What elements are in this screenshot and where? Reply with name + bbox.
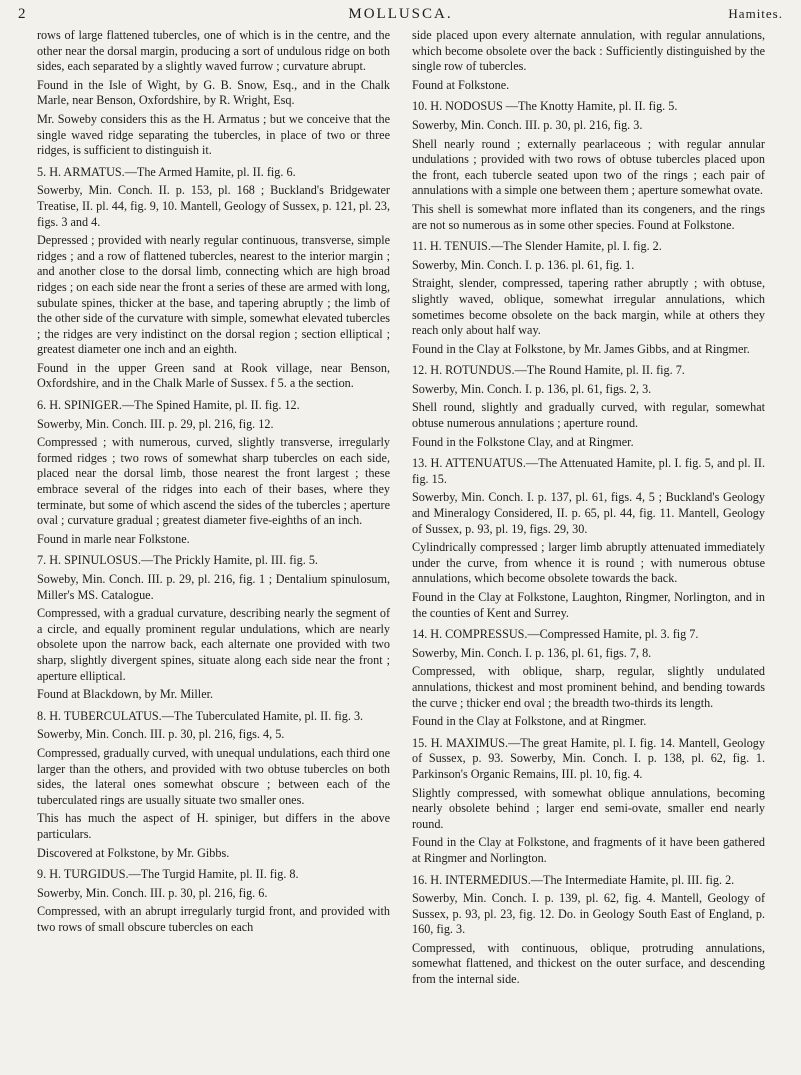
page-header xyxy=(0,0,801,30)
paragraph: Found in the upper Green sand at Rook village, near Benson, Oxfordshire, and in the Chalk Marle of Sussex. f 5. a the section. xyxy=(37,360,390,391)
species-heading: 14. H. COMPRESSUS.—Compressed Hamite, pl. 3. fig 7. xyxy=(412,627,699,642)
paragraph: Compressed, with oblique, sharp, regular, slightly undulated annulations, thickest and most prominent behind, and bending towards the curve ; thicker end oval ; the breadth two-thirds its length. xyxy=(412,664,765,710)
reference: Sowerby, Min. Conch. I. p. 137, pl. 61, figs. 4, 5 ; Buckland's Geology and Mineralogy Considered, II. p. 65, pl. 44, fig. 11. Mantell, Geology of Sussex, p. 93, pl. 19, figs. 29, 30. xyxy=(412,490,765,536)
paragraph: Compressed ; with numerous, curved, slightly transverse, irregularly formed ridges ; two rows of somewhat sharp tubercles on each side, placed near the dorsal limb, those nearest the front largest ; these embrace several of the ridges into each of their bases, where they terminate, but some of which ascend the sides of the tubercles ; aperture oval ; curvature gradual ; greatest diameter five-eighths of an inch. xyxy=(37,435,390,528)
paragraph: Compressed, gradually curved, with unequal undulations, each third one larger than the others, and provided with two obtuse tubercles on both sides, the lateral ones somewhat obscure ; between each of the tuberculated rings are usually situate two smaller ones. xyxy=(37,745,391,807)
running-title: MOLLUSCA. xyxy=(348,6,453,22)
species-heading: 6. H. SPINIGER.—The Spined Hamite, pl. II. fig. 12. xyxy=(37,398,300,413)
reference: Sowerby, Min. Conch. III. p. 29, pl. 216, fig. 12. xyxy=(37,416,274,431)
species-heading: 5. H. ARMATUS.—The Armed Hamite, pl. II. fig. 6. xyxy=(37,164,296,179)
left-column xyxy=(37,28,390,938)
species-heading: 10. H. NODOSUS —The Knotty Hamite, pl. II. fig. 5. xyxy=(412,99,678,114)
reference: Sowerby, Min. Conch. II. p. 153, pl. 168 ; Buckland's Bridgewater Treatise, II. pl. 44, fig. 9, 10. Mantell, Geology of Sussex, p. 121, pl. 23, figs. 3 and 4. xyxy=(37,183,390,229)
paragraph: rows of large flattened tubercles, one of which is in the centre, and the other near the dorsal margin, producing a sort of undulous ridge on both sides, each separated by a slightly waved furrow ; curvature abrupt. xyxy=(37,28,390,74)
paragraph: Compressed, with continuous, oblique, protruding annulations, somewhat flattened, and thickest on the outer surface, and descending from the internal side. xyxy=(412,940,765,987)
paragraph: side placed upon every alternate annulation, with regular annulations, which become obsolete over the back : Sufficiently distinguished by the single row of tubercles. xyxy=(412,28,765,74)
paragraph: This shell is somewhat more inflated than its congeners, and the rings are not so numerous as in some other species. Found at Folkstone. xyxy=(412,201,765,232)
paragraph: Found in marle near Folkstone. xyxy=(37,531,190,546)
reference: Sowerby, Min. Conch. III. p. 30, pl. 216, fig. 3. xyxy=(412,117,643,132)
species-heading: 12. H. ROTUNDUS.—The Round Hamite, pl. II. fig. 7. xyxy=(412,363,685,378)
reference: Soweby, Min. Conch. III. p. 29, pl. 216, fig. 1 ; Dentalium spinulosum, Miller's MS. Catalogue. xyxy=(37,572,390,602)
paragraph: Found in the Clay at Folkstone, and at Ringmer. xyxy=(412,714,647,729)
paragraph: Found in the Folkstone Clay, and at Ringmer. xyxy=(412,434,634,449)
paragraph: Compressed, with a gradual curvature, describing nearly the segment of a circle, and equally prominent regular undulations, which are nearly obsolete upon the narrow back, each alternate one provided with two sharp, slightly divergent spines, situate along each side near the front ; aperture elliptical. xyxy=(37,606,390,683)
paragraph: Cylindrically compressed ; larger limb abruptly attenuated immediately under the curve, from whence it is round ; with numerous obtuse annulations, which become obsolete towards the back. xyxy=(412,540,765,586)
paragraph: Slightly compressed, with somewhat oblique annulations, becoming nearly obsolete behind ; larger end semi-ovate, smaller end nearly round. xyxy=(412,785,765,831)
species-heading: 16. H. INTERMEDIUS.—The Intermediate Hamite, pl. III. fig. 2. xyxy=(412,872,735,887)
species-heading: 9. H. TURGIDUS.—The Turgid Hamite, pl. II. fig. 8. xyxy=(37,867,299,882)
paragraph: Found in the Isle of Wight, by G. B. Snow, Esq., and in the Chalk Marle, near Benson, Oxfordshire, by R. Wright, Esq. xyxy=(37,77,390,108)
species-heading: 7. H. SPINULOSUS.—The Prickly Hamite, pl. III. fig. 5. xyxy=(37,553,318,568)
right-column xyxy=(412,28,765,991)
species-heading: 13. H. ATTENUATUS.—The Attenuated Hamite, pl. I. fig. 5, and pl. II. fig. 15. xyxy=(412,456,765,486)
species-heading: 8. H. TUBERCULATUS.—The Tuberculated Hamite, pl. II. fig. 3. xyxy=(37,708,364,723)
reference: Sowerby, Min. Conch. I. p. 136, pl. 61, figs. 7, 8. xyxy=(412,645,652,660)
paragraph: This has much the aspect of H. spiniger, but differs in the above particulars. xyxy=(37,811,390,841)
paragraph: Compressed, with an abrupt irregularly turgid front, and provided with two rows of small obscure tubercles on each xyxy=(37,904,390,934)
paragraph: Found in the Clay at Folkstone, Laughton, Ringmer, Norlington, and in the counties of Kent and Surrey. xyxy=(412,590,765,620)
species-heading: 11. H. TENUIS.—The Slender Hamite, pl. I. fig. 2. xyxy=(412,239,662,254)
reference: Sowerby, Min. Conch. I. p. 136, pl. 61, figs. 2, 3. xyxy=(412,381,652,396)
species-heading: 15. H. MAXIMUS.—The great Hamite, pl. I. fig. 14. Mantell, Geology of Sussex, p. 93. Sowerby, Min. Conch. I. p. 138, pl. 62, fig. 1. Parkinson's Organic Remains, III. pl. 10, fig. 4. xyxy=(412,735,765,781)
reference: Sowerby, Min. Conch. I. p. 139, pl. 62, fig. 4. Mantell, Geology of Sussex, p. 93, pl. 23, fig. 12. Do. in Geology South East of England, p. 160, fig. 3. xyxy=(412,891,765,937)
paragraph: Depressed ; provided with nearly regular continuous, transverse, simple ridges ; and a row of flattened tubercles, nearest to the interior margin ; and another close to the dorsal limb, connecting which are high broad ridges ; on each side near the front a series of these are armed with long, subulate spines, thicker at the base, and tapering abruptly ; the limb of the other side of the curvature with simple, somewhat elevated tubercles ; the ridges are very indistinct on the dorsal region ; section elliptical ; greatest diameter one inch and an eighth. xyxy=(37,233,390,357)
reference: Sowerby, Min. Conch. III. p. 30, pl. 216, figs. 4, 5. xyxy=(37,727,285,742)
paragraph: Discovered at Folkstone, by Mr. Gibbs. xyxy=(37,845,230,860)
reference: Sowerby, Min. Conch. I. p. 136. pl. 61, fig. 1. xyxy=(412,257,635,272)
section-title: Hamites. xyxy=(728,6,783,21)
paragraph: Found at Folkstone. xyxy=(412,77,510,92)
paragraph: Straight, slender, compressed, tapering rather abruptly ; with obtuse, slightly waved, oblique, somewhat irregular annulations, which sometimes become obsolete on the back margin, while at others they reach only about half way. xyxy=(412,276,765,338)
paragraph: Found in the Clay at Folkstone, and fragments of it have been gathered at Ringmer and Norlington. xyxy=(412,835,765,865)
paragraph: Found in the Clay at Folkstone, by Mr. James Gibbs, and at Ringmer. xyxy=(412,341,750,356)
paragraph: Found at Blackdown, by Mr. Miller. xyxy=(37,687,214,702)
paragraph: Shell nearly round ; externally pearlaceous ; with regular annular undulations ; provided with two rows of obtuse tubercles placed upon the front, each tubercle seated upon two of the rings ; each pair of annulations with a simple one between them ; aperture somewhat ovate. xyxy=(412,136,765,198)
page-number: 2 xyxy=(18,6,26,22)
reference: Sowerby, Min. Conch. III. p. 30, pl. 216, fig. 6. xyxy=(37,885,268,900)
paragraph: Mr. Soweby considers this as the H. Armatus ; but we conceive that the single waved ridge separating the tubercles, in place of two or three ridges, is sufficient to distinguish it. xyxy=(37,111,390,158)
paragraph: Shell round, slightly and gradually curved, with regular, somewhat obtuse numerous annulations ; aperture round. xyxy=(412,400,765,431)
